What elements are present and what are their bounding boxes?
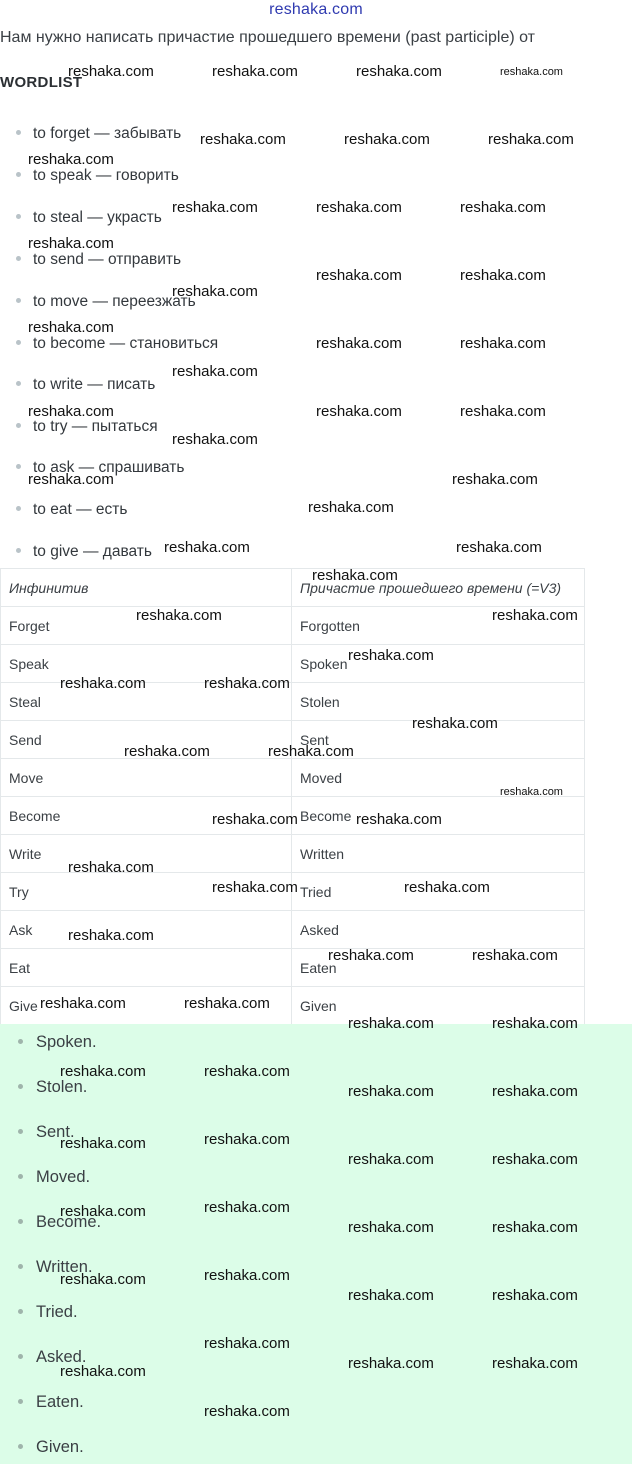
wordlist-item-text: to ask — спрашивать [33, 459, 185, 476]
table-cell: Stolen [292, 683, 585, 721]
wordlist-item [16, 334, 218, 354]
table-row [1, 607, 585, 645]
bullet-icon [16, 340, 21, 345]
watermark: reshaka.com [136, 607, 222, 624]
watermark: reshaka.com [172, 199, 258, 216]
watermark: reshaka.com [492, 1151, 578, 1168]
watermark: reshaka.com [172, 431, 258, 448]
wordlist-item [16, 542, 152, 562]
table-cell: Try [1, 873, 292, 911]
column-header-infinitive: Инфинитив [1, 569, 292, 607]
watermark: reshaka.com [212, 879, 298, 896]
bullet-icon [18, 1444, 23, 1449]
watermark: reshaka.com [308, 499, 394, 516]
answer-item [18, 1211, 101, 1233]
watermark: reshaka.com [184, 995, 270, 1012]
answer-text: Given. [36, 1438, 84, 1456]
participle-table [0, 568, 585, 1025]
wordlist-item-text: to give — давать [33, 543, 152, 560]
table-row [1, 683, 585, 721]
wordlist-item [16, 375, 155, 395]
bullet-icon [16, 256, 21, 261]
bullet-icon [18, 1309, 23, 1314]
answer-item [18, 1031, 97, 1053]
table-cell: Send [1, 721, 292, 759]
site-title[interactable]: reshaka.com [269, 1, 363, 18]
watermark: reshaka.com [68, 927, 154, 944]
watermark: reshaka.com [60, 1063, 146, 1080]
watermark: reshaka.com [492, 1083, 578, 1100]
watermark: reshaka.com [200, 131, 286, 148]
watermark: reshaka.com [60, 1203, 146, 1220]
watermark: reshaka.com [492, 1355, 578, 1372]
watermark: reshaka.com [348, 1083, 434, 1100]
wordlist-item [16, 458, 184, 478]
watermark: reshaka.com [404, 879, 490, 896]
watermark: reshaka.com [348, 1287, 434, 1304]
answer-text: Stolen. [36, 1078, 88, 1096]
wordlist-item-text: to try — пытаться [33, 418, 158, 435]
watermark: reshaka.com [204, 1063, 290, 1080]
watermark: reshaka.com [212, 811, 298, 828]
watermark: reshaka.com [356, 63, 442, 80]
table-cell: Become [292, 797, 585, 835]
table-cell: Moved [292, 759, 585, 797]
watermark: reshaka.com [212, 63, 298, 80]
table-row [1, 835, 585, 873]
watermark: reshaka.com [164, 539, 250, 556]
table-row [1, 987, 585, 1025]
wordlist-item [16, 208, 162, 228]
wordlist-item-text: to forget — забывать [33, 125, 182, 142]
bullet-icon [18, 1354, 23, 1359]
answer-text: Moved. [36, 1168, 91, 1186]
wordlist-item-text: to eat — есть [33, 501, 128, 518]
answer-text: Eaten. [36, 1393, 84, 1411]
watermark: reshaka.com [28, 403, 114, 420]
table-cell: Given [292, 987, 585, 1025]
table-cell: Forget [1, 607, 292, 645]
answer-item [18, 1436, 84, 1458]
answer-text: Become. [36, 1213, 102, 1231]
watermark: reshaka.com [500, 66, 563, 78]
wordlist-item-text: to become — становиться [33, 335, 219, 352]
watermark: reshaka.com [492, 1219, 578, 1236]
table-cell: Eaten [292, 949, 585, 987]
answer-text: Written. [36, 1258, 93, 1276]
watermark: reshaka.com [460, 403, 546, 420]
watermark: reshaka.com [60, 1363, 146, 1380]
watermark: reshaka.com [472, 947, 558, 964]
bullet-icon [18, 1084, 23, 1089]
watermark: reshaka.com [204, 1403, 290, 1420]
answer-text: Sent. [36, 1123, 75, 1141]
table-cell: Asked [292, 911, 585, 949]
wordlist-item [16, 417, 158, 437]
watermark: reshaka.com [348, 1355, 434, 1372]
watermark: reshaka.com [28, 235, 114, 252]
watermark: reshaka.com [328, 947, 414, 964]
table-cell: Tried [292, 873, 585, 911]
watermark: reshaka.com [412, 715, 498, 732]
watermark: reshaka.com [460, 267, 546, 284]
bullet-icon [18, 1039, 23, 1044]
answer-item [18, 1166, 90, 1188]
wordlist-item [16, 124, 181, 144]
watermark: reshaka.com [60, 1271, 146, 1288]
watermark: reshaka.com [60, 675, 146, 692]
watermark: reshaka.com [172, 283, 258, 300]
watermark: reshaka.com [204, 675, 290, 692]
table-row [1, 949, 585, 987]
answer-item [18, 1076, 87, 1098]
table-row [1, 721, 585, 759]
watermark: reshaka.com [28, 471, 114, 488]
table-cell: Eat [1, 949, 292, 987]
table-cell: Ask [1, 911, 292, 949]
answer-item [18, 1391, 84, 1413]
table-row [1, 759, 585, 797]
table-cell: Steal [1, 683, 292, 721]
bullet-icon [16, 130, 21, 135]
bullet-icon [16, 548, 21, 553]
table-row [1, 645, 585, 683]
watermark: reshaka.com [124, 743, 210, 760]
table-cell: Move [1, 759, 292, 797]
watermark: reshaka.com [356, 811, 442, 828]
watermark: reshaka.com [316, 267, 402, 284]
watermark: reshaka.com [492, 1287, 578, 1304]
watermark: reshaka.com [204, 1267, 290, 1284]
bullet-icon [18, 1399, 23, 1404]
wordlist-item-text: to move — переезжать [33, 293, 196, 310]
table-row [1, 911, 585, 949]
watermark: reshaka.com [488, 131, 574, 148]
watermark: reshaka.com [316, 335, 402, 352]
bullet-icon [16, 172, 21, 177]
watermark: reshaka.com [344, 131, 430, 148]
watermark: reshaka.com [316, 199, 402, 216]
wordlist-heading: WORDLIST [0, 74, 83, 91]
watermark: reshaka.com [492, 1015, 578, 1032]
watermark: reshaka.com [312, 567, 398, 584]
watermark: reshaka.com [40, 995, 126, 1012]
wordlist-item-text: to steal — украсть [33, 209, 162, 226]
watermark: reshaka.com [28, 319, 114, 336]
watermark: reshaka.com [348, 1219, 434, 1236]
intro-text: Нам нужно написать причастие прошедшего времени (past participle) от [0, 29, 535, 46]
answer-item [18, 1256, 93, 1278]
answer-item [18, 1121, 75, 1143]
answer-text: Asked. [36, 1348, 87, 1366]
bullet-icon [18, 1174, 23, 1179]
answer-text: Spoken. [36, 1033, 97, 1051]
watermark: reshaka.com [348, 1015, 434, 1032]
watermark: reshaka.com [68, 859, 154, 876]
wordlist-item [16, 292, 196, 312]
bullet-icon [18, 1219, 23, 1224]
table-cell: Speak [1, 645, 292, 683]
wordlist-item-text: to send — отправить [33, 251, 182, 268]
bullet-icon [16, 464, 21, 469]
bullet-icon [18, 1264, 23, 1269]
watermark: reshaka.com [460, 199, 546, 216]
table-row [1, 797, 585, 835]
watermark: reshaka.com [204, 1131, 290, 1148]
table-cell: Sent [292, 721, 585, 759]
wordlist-item [16, 250, 181, 270]
watermark: reshaka.com [60, 1135, 146, 1152]
table-cell: Become [1, 797, 292, 835]
watermark: reshaka.com [348, 647, 434, 664]
column-header-participle: Причастие прошедшего времени (=V3) [292, 569, 585, 607]
bullet-icon [16, 214, 21, 219]
watermark: reshaka.com [28, 151, 114, 168]
bullet-icon [16, 381, 21, 386]
watermark: reshaka.com [204, 1199, 290, 1216]
watermark: reshaka.com [204, 1335, 290, 1352]
watermark: reshaka.com [452, 471, 538, 488]
table-row [1, 873, 585, 911]
bullet-icon [16, 298, 21, 303]
table-header-row [1, 569, 585, 607]
watermark: reshaka.com [460, 335, 546, 352]
wordlist-item [16, 500, 127, 520]
wordlist-item [16, 166, 179, 186]
watermark: reshaka.com [348, 1151, 434, 1168]
answer-box [0, 1024, 632, 1464]
table-cell: Give [1, 987, 292, 1025]
answer-item [18, 1301, 78, 1323]
wordlist-item-text: to write — писать [33, 376, 156, 393]
watermark: reshaka.com [500, 786, 563, 798]
bullet-icon [16, 506, 21, 511]
bullet-icon [18, 1129, 23, 1134]
table-cell: Written [292, 835, 585, 873]
watermark: reshaka.com [172, 363, 258, 380]
table-cell: Write [1, 835, 292, 873]
watermark: reshaka.com [456, 539, 542, 556]
wordlist-item-text: to speak — говорить [33, 167, 179, 184]
watermark: reshaka.com [316, 403, 402, 420]
watermark: reshaka.com [68, 63, 154, 80]
watermark: reshaka.com [268, 743, 354, 760]
watermark: reshaka.com [492, 607, 578, 624]
table-cell: Spoken [292, 645, 585, 683]
table-cell: Forgotten [292, 607, 585, 645]
answer-item [18, 1346, 86, 1368]
answer-text: Tried. [36, 1303, 78, 1321]
bullet-icon [16, 423, 21, 428]
